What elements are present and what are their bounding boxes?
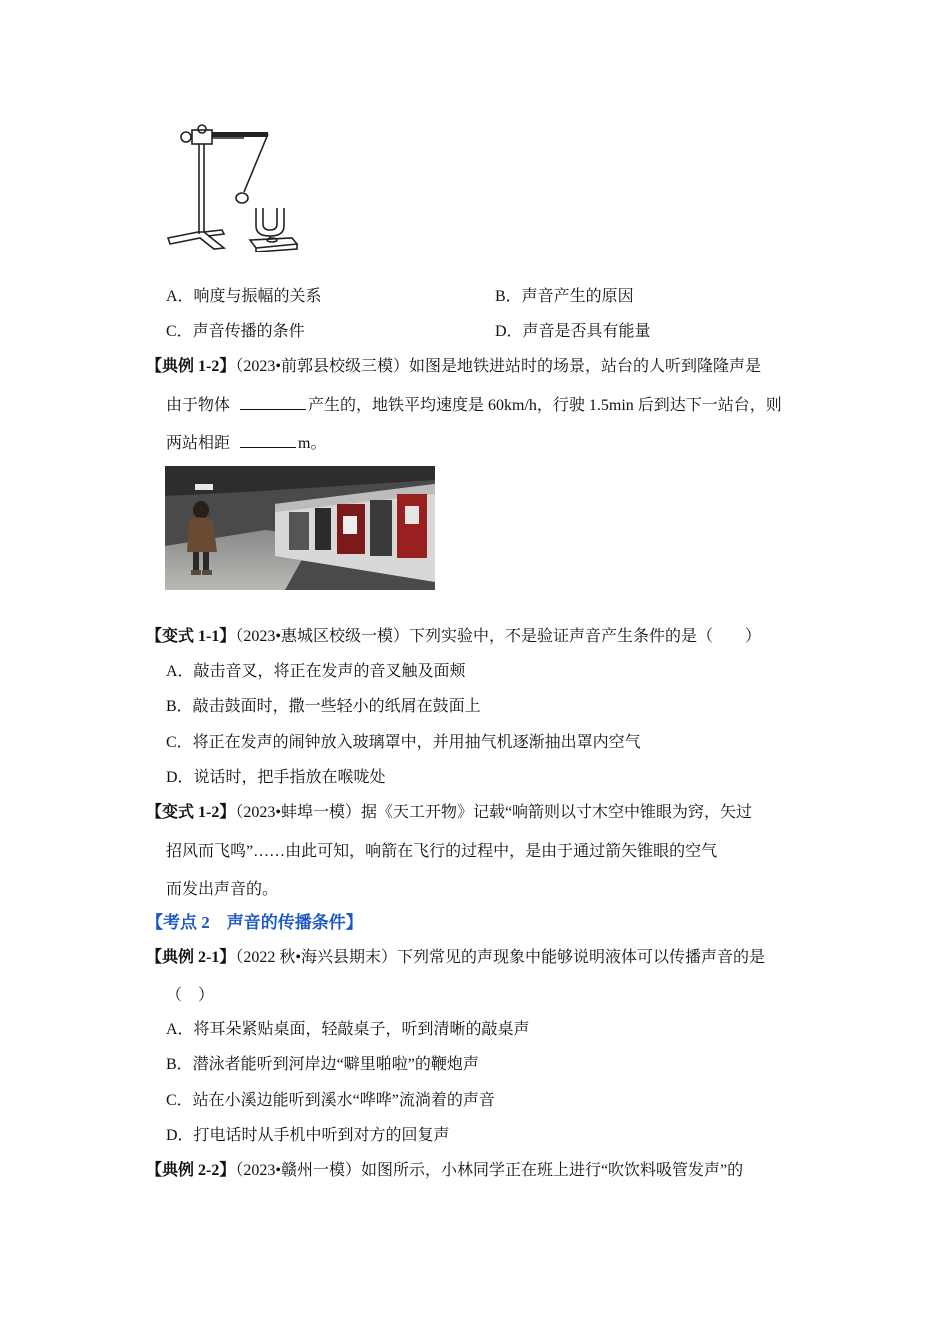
example-2-1-option-c: C．站在小溪边能听到溪水“哗哗”流淌着的声音 — [166, 1092, 495, 1109]
variant-1-1-option-b: B．敲击鼓面时，撒一些轻小的纸屑在鼓面上 — [166, 698, 481, 715]
question-tag: 【变式 1-2】 — [146, 804, 236, 821]
question-text: （2023•赣州一模）如图所示，小林同学正在班上进行“吹饮料吸管发声”的 — [235, 1162, 744, 1179]
section-heading: 【考点 2 声音的传播条件】 — [146, 913, 363, 932]
variant-1-1-option-d: D．说话时，把手指放在喉咙处 — [166, 769, 386, 786]
question-tag: 【典例 2-1】 — [146, 949, 236, 966]
question-text: 两站相距 — [166, 435, 231, 452]
variant-1-2-line2: 招风而飞鸣”……由此可知，响箭在飞行的过程中，是由于通过箭矢锥眼的空气 — [166, 843, 718, 860]
variant-1-1-option-c: C．将正在发声的闹钟放入玻璃罩中，并用抽气机逐渐抽出罩内空气 — [166, 734, 641, 751]
option-d: D．声音是否具有能量 — [495, 323, 651, 340]
question-text: （2023•惠城区校级一模）下列实验中，不是验证声音产生条件的是（ ） — [235, 628, 761, 645]
subway-platform-photo — [165, 466, 435, 590]
example-2-2 — [146, 1161, 743, 1181]
option-b: B．声音产生的原因 — [495, 288, 634, 305]
example-2-1 — [146, 948, 765, 968]
example-2-1-option-b: B．潜泳者能听到河岸边“噼里啪啦”的鞭炮声 — [166, 1056, 479, 1073]
example-2-1-option-a: A．将耳朵紧贴桌面，轻敲桌子，听到清晰的敲桌声 — [166, 1021, 530, 1038]
question-tag: 【典例 2-2】 — [146, 1162, 236, 1179]
variant-1-1-option-a: A．敲击音叉，将正在发声的音叉触及面颊 — [166, 663, 466, 680]
question-tag: 【典例 1-2】 — [146, 358, 236, 375]
answer-blank — [240, 433, 296, 448]
question-text: 由于物体 — [166, 397, 231, 414]
option-c: C．声音传播的条件 — [166, 323, 305, 340]
variant-1-2-line3: 而发出声音的。 — [166, 881, 279, 898]
question-text: 产生的，地铁平均速度是 60km/h，行驶 1.5min 后到达下一站台，则 — [308, 397, 782, 414]
question-tag: 【变式 1-1】 — [146, 628, 236, 645]
variant-1-1 — [146, 627, 761, 647]
question-text: （2023•蚌埠一模）据《天工开物》记载“响箭则以寸木空中锥眼为窍，矢过 — [235, 804, 753, 821]
example-1-2-line2 — [166, 395, 782, 416]
question-text: （2022 秋•海兴县期末）下列常见的声现象中能够说明液体可以传播声音的是 — [235, 949, 765, 966]
example-2-1-paren: （ ） — [166, 987, 215, 1004]
example-2-1-option-d: D．打电话时从手机中听到对方的回复声 — [166, 1127, 450, 1144]
example-1-2 — [146, 357, 761, 377]
option-a: A．响度与振幅的关系 — [166, 288, 322, 305]
tuning-fork-pendulum-figure — [164, 122, 314, 252]
question-text: （2023•前郭县校级三模）如图是地铁进站时的场景，站台的人听到隆隆声是 — [235, 358, 761, 375]
question-text: m。 — [298, 435, 327, 452]
variant-1-2 — [146, 803, 752, 823]
example-1-2-line3 — [166, 433, 326, 454]
answer-blank — [240, 395, 306, 410]
